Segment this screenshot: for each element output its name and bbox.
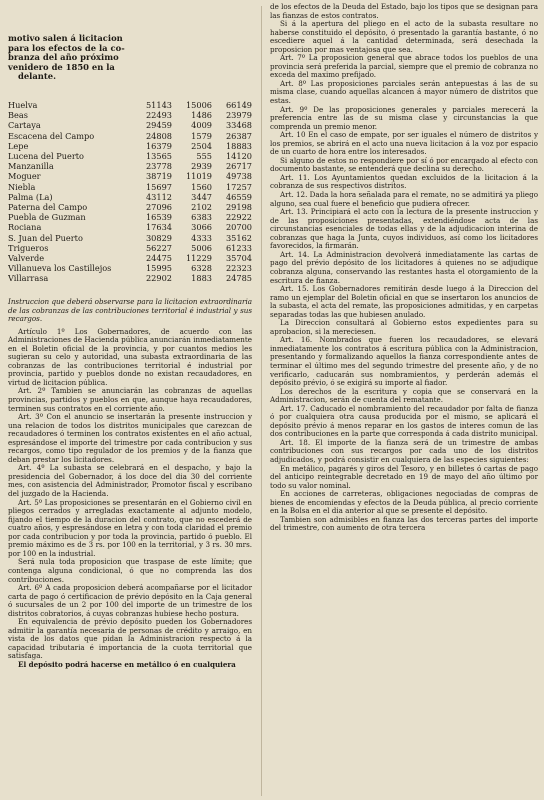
value-a: 15995 xyxy=(145,263,172,274)
paragraph: Art. 15. Los Gobernadores remitirán desde luego á la Direccion del ramo un ejemplar del Boletin oficial en que se insertaron los anuncios de la subasta, el acta del remate, las proposiciones admitidas, y en carpetas separadas todas las que hubiesen anulado. xyxy=(270,284,538,319)
paragraph: La Direccion consultará al Gobierno estos expedientes para su aprobacion, si la mereciesen. xyxy=(270,318,538,336)
paragraph: Será nula toda proposicion que traspase de este límite; que contenga alguna condicional, ó que no comprenda las dos contribuciones. xyxy=(8,557,252,584)
value-b: 555 xyxy=(196,151,212,162)
value-b: 4333 xyxy=(191,232,212,243)
town-row xyxy=(8,131,252,141)
value-c: 35162 xyxy=(225,232,252,243)
town-row xyxy=(8,120,252,130)
town-name: Valverde xyxy=(8,253,45,264)
town-row xyxy=(8,110,252,120)
town-name: Beas xyxy=(8,110,28,121)
value-a: 16379 xyxy=(145,140,172,151)
value-a: 51143 xyxy=(145,100,172,110)
value-a: 22902 xyxy=(145,273,172,284)
town-row xyxy=(8,141,252,151)
town-name: Manzanilla xyxy=(8,161,54,172)
value-b: 3447 xyxy=(191,191,212,202)
paragraph: En acciones de carreteras, obligaciones negociadas de compras de bienes de encomiendas y efectos de la Deuda pública, al precio corriente en la Bolsa en el dia anterior al que se presente el depósito. xyxy=(270,489,538,516)
paragraph: Si á la apertura del pliego en el acto de la subasta resultare no haberse constituido el depósito, ó presentado la garantía bastante, ó no escediere aquel á la cantidad determinada, será desechada la proposicion por mas ventajosa que sea. xyxy=(270,19,538,54)
value-b: 2939 xyxy=(191,161,212,172)
value-c: 26387 xyxy=(225,130,252,141)
paragraph: Art. 10 En el caso de empate, por ser iguales el número de distritos y los premios, se abrirá en el acto una nueva licitacion á la voz por espacio de un cuarto de hora entre los interesados. xyxy=(270,130,538,157)
town-name: Lepe xyxy=(8,140,29,151)
paragraph: Si alguno de estos no respondiere por sí ó por encargado al efecto con documento bastante, se entenderá que declina su derecho. xyxy=(270,155,538,174)
value-a: 13565 xyxy=(145,151,172,162)
paragraph: Art. 18. El importe de la fianza será de un trimestre de ambas contribuciones con sus recargos por cada uno de los distritos adjudicados, y podrá consistir en cualquiera de las especies siguientes: xyxy=(270,437,538,464)
town-row xyxy=(8,243,252,253)
town-name: Villarrasa xyxy=(8,273,49,284)
paragraph: Tambien son admisibles en fianza las dos terceras partes del importe del trimestre, con aumento de otra tercera xyxy=(270,514,538,533)
value-c: 24785 xyxy=(225,273,252,284)
intro-line: delante. xyxy=(18,71,56,81)
value-c: 29198 xyxy=(225,202,252,213)
value-b: 5006 xyxy=(191,242,212,253)
paragraph: Art. 4º La subasta se celebrará en el despacho, y bajo la presidencia del Gobernador, á los doce del dia 30 del corriente mes, con asistencia del Administrador, Promotor fiscal y escribano del juzgado de la Hacienda. xyxy=(8,463,252,499)
paragraph: Art. 7º La proposicion general que abrace todos los pueblos de una provincia será preferida la parcial, siempre que el premio de cobranza no exceda del maximo prefijado. xyxy=(270,53,538,80)
town-row xyxy=(8,202,252,212)
town-row xyxy=(8,222,252,232)
town-row xyxy=(8,233,252,243)
value-b: 6383 xyxy=(191,212,212,223)
value-c: 61233 xyxy=(225,242,252,253)
value-b: 1486 xyxy=(191,110,212,121)
value-c: 35704 xyxy=(225,253,252,264)
instruction-text-left xyxy=(8,298,252,670)
value-c: 66149 xyxy=(225,100,252,110)
paragraph: Art. 9º De las proposiciones generales y parciales merecerá la preferencia entre las de su misma clase y circunstancias la que comprenda un premio menor. xyxy=(270,104,538,131)
value-a: 24808 xyxy=(145,130,172,141)
value-b: 2102 xyxy=(191,202,212,213)
paragraph: Art. 2º Tambien se anunciarán las cobranzas de aquellas provincias, partidos y pueblos en que, aunque haya recaudadores, terminen sus contratos en el corriente año. xyxy=(8,386,252,413)
town-row xyxy=(8,273,252,283)
town-name: Rociana xyxy=(8,222,42,233)
town-row xyxy=(8,161,252,171)
intro-line: venidero de 1850 en la xyxy=(8,61,115,72)
town-name: Puebla de Guzman xyxy=(8,212,86,223)
town-row xyxy=(8,171,252,181)
value-c: 46559 xyxy=(225,191,252,202)
left-column xyxy=(4,0,256,800)
paragraph: Art. 3º Con el anuncio se insertarán la presente instruccion y una relacion de todos los distritos municipales que carezcan de recaudadores ó terminen los contratos existentes en el año actual, espresándose el importe del trimestre por cada contribucion y sus recargos, como tipo regulador de los premios y de la fianza que deban prestar los licitadores. xyxy=(8,412,252,464)
intro-line: branza del año próximo xyxy=(8,52,119,62)
value-a: 23778 xyxy=(145,161,172,172)
value-a: 43112 xyxy=(145,191,172,202)
value-c: 26717 xyxy=(225,161,252,172)
town-name: Moguer xyxy=(8,171,41,182)
value-a: 22493 xyxy=(145,110,172,121)
paragraph: Art. 12. Dada la hora señalada para el remate, no se admitirá ya pliego alguno, sea cual fuere el beneficio que pudiera ofrecer. xyxy=(270,190,538,208)
paragraph: de los efectos de la Deuda del Estado, bajo los tipos que se designan para las fianzas de estos contratos. xyxy=(270,2,538,20)
value-a: 38719 xyxy=(145,171,172,182)
town-name: Escacena del Campo xyxy=(8,130,95,141)
town-name: Paterna del Campo xyxy=(8,202,88,213)
paragraph: Artículo 1º Los Gobernadores, de acuerdo con las Administraciones de Hacienda pública anunciarán inmediatamente en el Boletin oficial de la provincia, y por cuantos medios les sugieran su celo y autoridad, una subasta extraordinaria de las cobranzas de las contribuciones territorial é industrial por provincia, partido y pueblos donde no existan recaudadores, en virtud de licitacion pública. xyxy=(8,326,252,387)
paragraph: En metálico, pagarés y giros del Tesoro, y en billetes ó cartas de pago del anticipo reintegrable decretado en 19 de mayo del año último por todo su valor nominal. xyxy=(270,463,538,490)
value-c: 23979 xyxy=(225,110,252,121)
town-name: Villanueva los Castillejos xyxy=(8,263,112,274)
value-b: 15006 xyxy=(185,100,212,110)
value-b: 1560 xyxy=(191,181,212,192)
paragraph: Art. 13. Principiará el acto con la lectura de la presente instruccion y de las proposiciones presentadas, extendiéndose acta de las circunstancias esenciales de todas ellas y de la adjudicacion interina de cobranzas que haga la Junta, cuyos individuos, así como los licitadores favorecidos, la firmarán. xyxy=(270,207,538,251)
value-c: 20700 xyxy=(225,222,252,233)
value-c: 18883 xyxy=(225,140,252,151)
value-c: 17257 xyxy=(225,181,252,192)
value-b: 1883 xyxy=(191,273,212,284)
town-name: Lucena del Puerto xyxy=(8,151,84,162)
value-c: 14120 xyxy=(225,151,252,162)
value-b: 1579 xyxy=(191,130,212,141)
town-name: S. Juan del Puerto xyxy=(8,232,83,243)
town-row xyxy=(8,192,252,202)
paragraph: En equivalencia de prévio depósito pueden los Gobernadores admitir la garantía necesaria de personas de crédito y arraigo, en vista de los datos que pidan la Administracion respecto á la capacidad tributaria é importancia de la cuota territorial que satisfaga. xyxy=(8,617,252,661)
town-name: Trigueros xyxy=(8,242,49,253)
paragraph: Art. 14. La Administracion devolverá inmediatamente las cartas de pago del prévio depósito de los licitadores á quienes no se adjudique cobranza alguna, conservando las restantes hasta el otorgamiento de la escritura de fianza. xyxy=(270,249,538,285)
town-row xyxy=(8,182,252,192)
value-b: 2504 xyxy=(191,140,212,151)
town-name: Huelva xyxy=(8,100,38,110)
value-c: 22323 xyxy=(225,263,252,274)
intro-heading xyxy=(4,0,136,82)
value-a: 16539 xyxy=(145,212,172,223)
town-name: Palma (La) xyxy=(8,191,53,202)
paragraph: Art. 8º Las proposiciones parciales serán antepuestas á las de su misma clase, cuando aquellas alcancen á mayor número de distritos que estas. xyxy=(270,78,538,106)
instruction-text-right xyxy=(270,3,538,533)
value-b: 11229 xyxy=(185,253,212,264)
intro-line: para los efectos de la co- xyxy=(8,42,125,53)
value-a: 27096 xyxy=(145,202,172,213)
town-name: Niebla xyxy=(8,181,36,192)
town-row xyxy=(8,253,252,263)
paragraph: Art. 17. Caducado el nombramiento del recaudador por falta de fianza ó por cualquiera otra causa producida por el mismo, se aplicará el depósito prévio á menos reparar en los gastos de interes comun de las dos contribuciones en la parte que corresponda á cada distrito municipal. xyxy=(270,403,538,439)
value-b: 11019 xyxy=(185,171,212,182)
value-a: 56227 xyxy=(145,242,172,253)
value-a: 30829 xyxy=(145,232,172,243)
instruction-title: Instruccion que deberá observarse para la licitacion extraordinaria de las cobranzas de las contribuciones territorial é industrial y sus recargos. xyxy=(8,297,252,324)
paragraph: Art. 16. Nombrados que fueren los recaudadores, se elevará inmediatamente los contratos á escritura pública con la Administracion, presentando y formalizando aquellos la fianza correspondiente antes de terminar el último mes del segundo trimestre del presente año, y de no verificarlo, caducarán sus nombramientos, y perderán además el depósito prévio, ó se exigirá su importe al fiador. xyxy=(270,335,538,388)
paragraph: Art. 6º A cada proposicion deberá acompañarse por el licitador carta de pago ó certificacion de prévio depósito en la Caja general ó sucursales de un 2 por 100 del importe de un trimestre de los distritos cobratorios, á cuyas cobranzas hubiese hecho postura. xyxy=(8,583,252,618)
value-b: 4009 xyxy=(191,120,212,131)
town-row xyxy=(8,100,252,110)
town-row xyxy=(8,151,252,161)
value-b: 6328 xyxy=(191,263,212,274)
town-name: Cartaya xyxy=(8,120,41,131)
intro-line: motivo salen á licitacion xyxy=(8,33,123,43)
value-a: 24475 xyxy=(145,253,172,264)
value-a: 15697 xyxy=(145,181,172,192)
paragraph: Art. 11. Los Ayuntamientos quedan excluidos de la licitacion á la cobranza de sus respectivos distritos. xyxy=(270,172,538,191)
town-row xyxy=(8,263,252,273)
value-c: 33468 xyxy=(225,120,252,131)
towns-table xyxy=(8,100,252,284)
town-row xyxy=(8,212,252,222)
column-divider xyxy=(261,6,262,796)
paragraph: Los derechos de la escritura y copia que se conservará en la Administracion, serán de cuenta del rematante. xyxy=(270,386,538,405)
value-a: 17634 xyxy=(145,222,172,233)
value-b: 3066 xyxy=(191,222,212,233)
value-c: 22922 xyxy=(225,212,252,223)
value-c: 49738 xyxy=(225,171,252,182)
paragraph: Art. 5º Las proposiciones se presentarán en el Gobierno civil en pliegos cerrados y arregladas exactamente al adjunto modelo, fijando el tiempo de la duracion del contrato, que no escederá de cuatro años, y espresándose en letra y con toda claridad el premio por cada contribucion y por toda la provincia, partido ó pueblo. El premio máximo es de 3 rs. por 100 en la territorial, y 3 rs. 30 mrs. por 100 en la industrial. xyxy=(8,497,252,558)
paragraph: El depósito podrá hacerse en metálico ó en cualquiera xyxy=(18,659,236,669)
value-a: 29459 xyxy=(145,120,172,131)
right-column xyxy=(268,0,540,800)
